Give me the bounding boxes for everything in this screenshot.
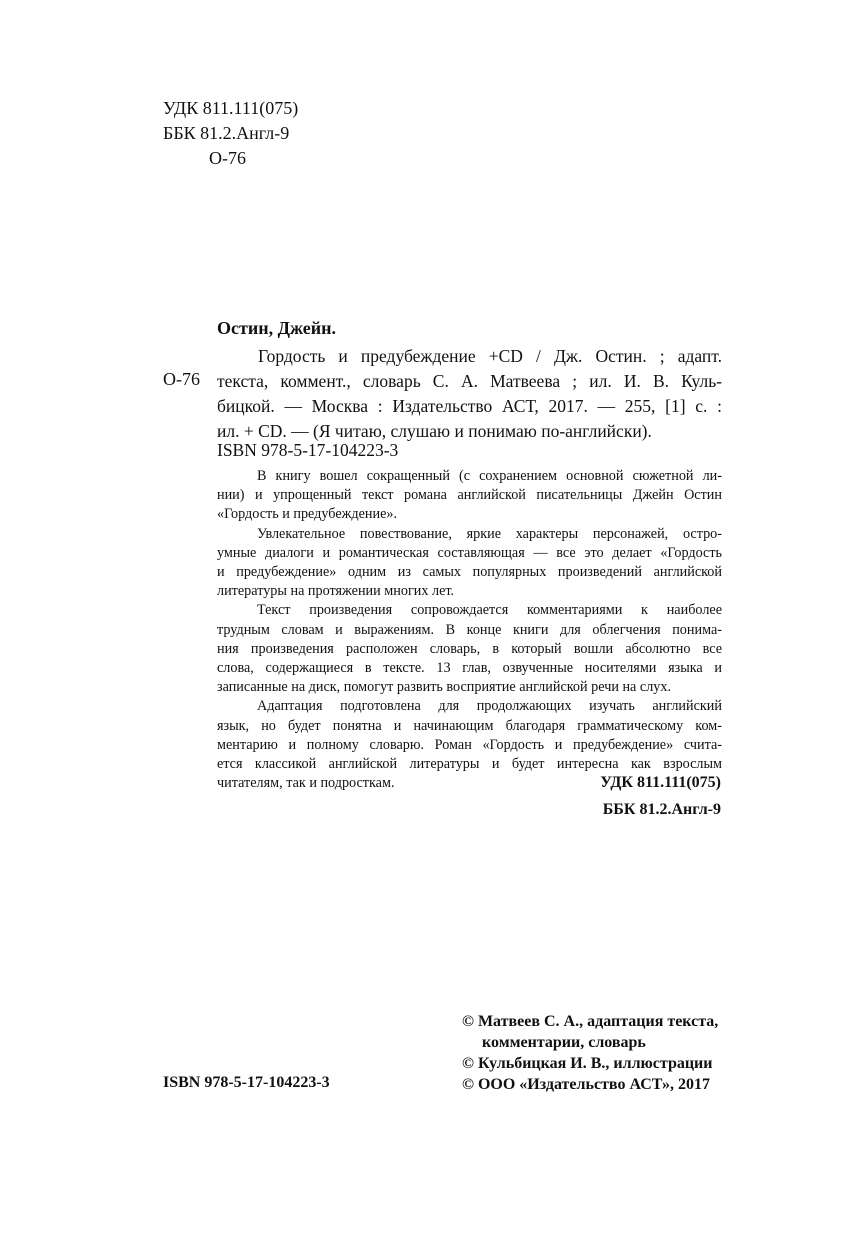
- abstract-line: записанные на диск, помогут развить восприятие английской речи на слух.: [217, 679, 672, 696]
- abstract-line: литературы на протяжении многих лет.: [217, 583, 455, 600]
- copyright-line: © ООО «Издательство АСТ», 2017: [462, 1076, 711, 1093]
- copyright-line: © Кульбицкая И. В., иллюстрации: [462, 1055, 713, 1072]
- copyright-line: © Матвеев С. А., адаптация текста,: [462, 1013, 719, 1030]
- isbn-footer: ISBN 978-5-17-104223-3: [163, 1074, 330, 1091]
- abstract-line: Адаптация подготовлена для продолжающих изучать английский: [257, 698, 722, 715]
- biblio-line: бицкой. — Москва : Издательство АСТ, 2017. — 255, [1] с. :: [217, 396, 722, 416]
- abstract-line: трудным словам и выражениям. В конце книги для облегчения понима-: [217, 621, 722, 638]
- abstract: [217, 467, 722, 793]
- author-name: Остин, Джейн.: [217, 318, 337, 338]
- author-mark: О-76: [209, 148, 246, 168]
- abstract-line: В книгу вошел сокращенный (с сохранением основной сюжетной ли-: [257, 468, 722, 484]
- bbk-code: ББК 81.2.Англ-9: [163, 123, 290, 143]
- abstract-line: слова, содержащиеся в тексте. 13 глав, озвученные носителями языка и: [217, 660, 722, 677]
- abstract-line: ния произведения расположен словарь, в который вошли абсолютно все: [217, 640, 722, 657]
- abstract-line: нии) и упрощенный текст романа английской писательницы Джейн Остин: [217, 487, 722, 504]
- copyright-line: комментарии, словарь: [482, 1034, 646, 1051]
- abstract-line: язык, но будет понятна и начинающим благодаря грамматическому ком-: [217, 717, 722, 734]
- abstract-line: ментарию и полному словарю. Роман «Гордость и предубеждение» счита-: [217, 736, 722, 753]
- biblio-line: Гордость и предубеждение +CD / Дж. Остин. ; адапт.: [258, 346, 722, 366]
- abstract-line: читателям, так и подросткам.: [217, 775, 395, 792]
- udk-code: УДК 811.111(075): [163, 98, 299, 118]
- bbk-classification: ББК 81.2.Англ-9: [602, 801, 721, 818]
- abstract-line: Текст произведения сопровождается комментариями к наиболее: [257, 602, 722, 619]
- udk-classification: УДК 811.111(075): [600, 774, 721, 791]
- side-author-mark: О-76: [163, 369, 200, 389]
- header-codes: [163, 96, 298, 171]
- copyright-block: [462, 1011, 718, 1095]
- abstract-line: ется классикой английской литературы и будет интересна как взрослым: [217, 756, 722, 773]
- biblio-line: текста, коммент., словарь С. А. Матвеева ; ил. И. В. Куль-: [217, 371, 722, 391]
- abstract-line: умные диалоги и романтическая составляющая — все это делает «Гордость: [217, 544, 722, 561]
- abstract-line: и предубеждение» одним из самых популярных произведений английской: [217, 564, 722, 581]
- abstract-line: Увлекательное повествование, яркие характеры персонажей, остро-: [257, 525, 722, 542]
- isbn-record: ISBN 978-5-17-104223-3: [217, 440, 399, 460]
- bibliographic-record: [217, 344, 722, 444]
- abstract-line: «Гордость и предубеждение».: [217, 506, 398, 523]
- biblio-line: ил. + CD. — (Я читаю, слушаю и понимаю по-английски).: [217, 421, 652, 441]
